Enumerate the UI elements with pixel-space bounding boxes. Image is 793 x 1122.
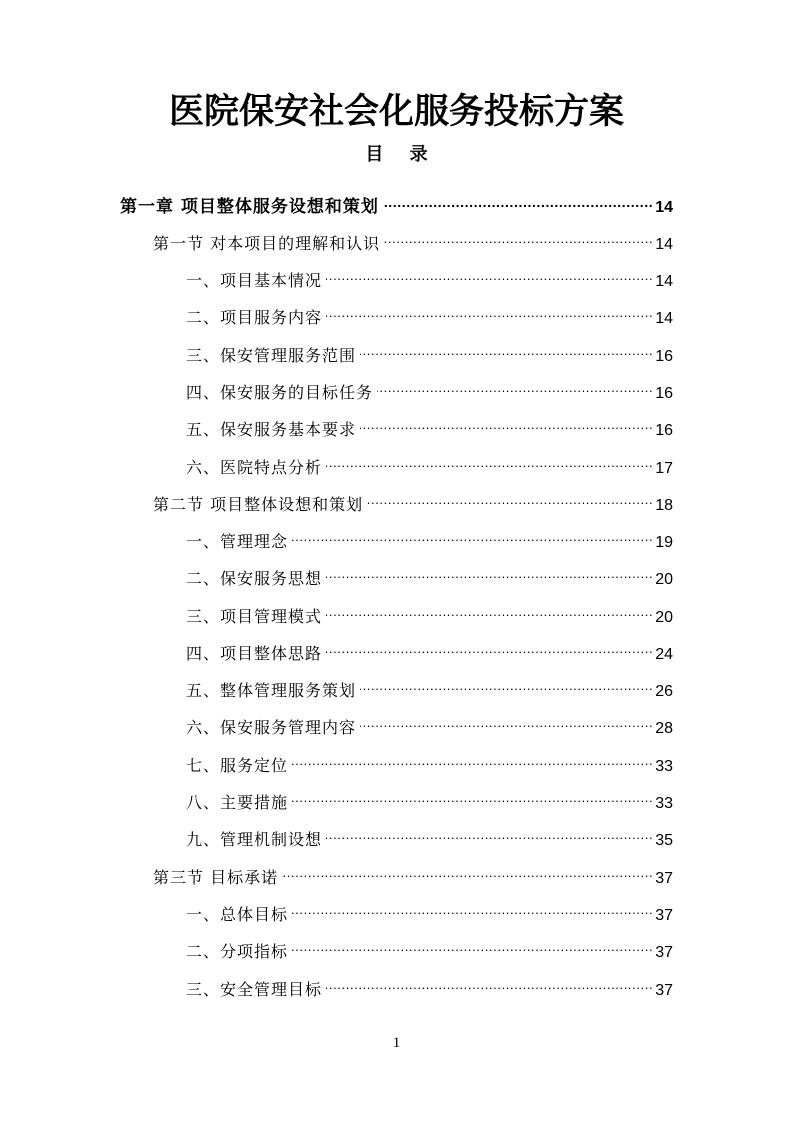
toc-entry-item[interactable] bbox=[186, 409, 673, 439]
toc-entry-section-2[interactable] bbox=[153, 484, 673, 514]
toc-leader-dots bbox=[326, 297, 653, 323]
toc-entry-page: 26 bbox=[655, 683, 673, 700]
toc-leader-dots bbox=[292, 931, 653, 957]
toc-leader-dots bbox=[326, 596, 653, 622]
toc-entry-item[interactable] bbox=[186, 707, 673, 737]
toc-leader-dots bbox=[377, 372, 653, 398]
toc-entry-page: 33 bbox=[655, 795, 673, 812]
toc-entry-page: 20 bbox=[655, 609, 673, 626]
toc-entry-page: 14 bbox=[655, 199, 673, 216]
toc-leader-dots bbox=[326, 969, 653, 995]
toc-entry-item[interactable] bbox=[186, 558, 673, 588]
toc-leader-dots bbox=[292, 782, 653, 808]
toc-entry-label: 三、保安管理服务范围 bbox=[186, 346, 357, 365]
toc-entry-label: 八、主要措施 bbox=[186, 793, 289, 812]
toc-entry-page: 18 bbox=[655, 497, 673, 514]
toc-entry-item[interactable] bbox=[186, 819, 673, 849]
toc-entry-label: 五、保安服务基本要求 bbox=[186, 420, 357, 439]
toc-entry-item[interactable] bbox=[186, 297, 673, 327]
toc-entry-item[interactable] bbox=[186, 782, 673, 812]
toc-entry-page: 37 bbox=[655, 944, 673, 961]
toc-entry-page: 28 bbox=[655, 720, 673, 737]
toc-entry-item[interactable] bbox=[186, 633, 673, 663]
toc-leader-dots bbox=[326, 447, 653, 473]
toc-entry-page: 17 bbox=[655, 460, 673, 477]
toc-entry-page: 24 bbox=[655, 646, 673, 663]
toc-entry-label: 一、总体目标 bbox=[186, 905, 289, 924]
toc-entry-label: 第三节 目标承诺 bbox=[153, 868, 279, 887]
toc-entry-label: 四、保安服务的目标任务 bbox=[186, 383, 374, 402]
toc-leader-dots bbox=[282, 857, 653, 883]
toc-leader-dots bbox=[383, 186, 653, 212]
toc-entry-label: 三、项目管理模式 bbox=[186, 607, 323, 626]
toc-entry-page: 37 bbox=[655, 907, 673, 924]
toc-leader-dots bbox=[360, 409, 653, 435]
toc-entry-section-3[interactable] bbox=[153, 857, 673, 887]
toc-entry-label: 四、项目整体思路 bbox=[186, 644, 323, 663]
toc-entry-item[interactable] bbox=[186, 670, 673, 700]
toc-entry-label: 六、保安服务管理内容 bbox=[186, 718, 357, 737]
toc-leader-dots bbox=[360, 707, 653, 733]
toc-entry-page: 20 bbox=[655, 571, 673, 588]
toc-entry-page: 16 bbox=[655, 348, 673, 365]
toc-leader-dots bbox=[292, 521, 653, 547]
toc-entry-page: 14 bbox=[655, 273, 673, 290]
toc-entry-chapter-1[interactable] bbox=[120, 186, 673, 217]
toc-heading: 目 录 bbox=[365, 144, 438, 165]
toc-entry-item[interactable] bbox=[186, 596, 673, 626]
toc-entry-label: 第二节 项目整体设想和策划 bbox=[153, 495, 364, 514]
toc-entry-section-1[interactable] bbox=[153, 223, 673, 253]
toc-entry-page: 16 bbox=[655, 385, 673, 402]
toc-leader-dots bbox=[326, 819, 653, 845]
toc-entry-page: 37 bbox=[655, 870, 673, 887]
toc-entry-label: 三、安全管理目标 bbox=[186, 980, 323, 999]
toc-leader-dots bbox=[360, 335, 653, 361]
document-title: 医院保安社会化服务投标方案 bbox=[168, 92, 624, 132]
toc-entry-label: 七、服务定位 bbox=[186, 756, 289, 775]
toc-entry-item[interactable] bbox=[186, 521, 673, 551]
toc-leader-dots bbox=[326, 558, 653, 584]
toc-entry-item[interactable] bbox=[186, 447, 673, 477]
toc-leader-dots bbox=[292, 894, 653, 920]
toc-entry-item[interactable] bbox=[186, 372, 673, 402]
toc-entry-page: 16 bbox=[655, 422, 673, 439]
toc-entry-page: 14 bbox=[655, 310, 673, 327]
toc-entry-label: 二、保安服务思想 bbox=[186, 569, 323, 588]
toc-entry-item[interactable] bbox=[186, 931, 673, 961]
toc-entry-item[interactable] bbox=[186, 260, 673, 290]
toc-entry-label: 第一章 项目整体服务设想和策划 bbox=[120, 197, 379, 217]
toc-leader-dots bbox=[367, 484, 653, 510]
toc-entry-label: 一、项目基本情况 bbox=[186, 271, 323, 290]
toc-entry-label: 第一节 对本项目的理解和认识 bbox=[153, 234, 381, 253]
toc-leader-dots bbox=[384, 223, 653, 249]
toc-leader-dots bbox=[326, 633, 653, 659]
toc-entry-label: 六、医院特点分析 bbox=[186, 458, 323, 477]
toc-entry-label: 五、整体管理服务策划 bbox=[186, 681, 357, 700]
toc-entry-page: 19 bbox=[655, 534, 673, 551]
toc-entry-item[interactable] bbox=[186, 745, 673, 775]
toc-leader-dots bbox=[292, 745, 653, 771]
toc-entry-label: 二、项目服务内容 bbox=[186, 308, 323, 327]
toc-entry-item[interactable] bbox=[186, 969, 673, 999]
toc-entry-page: 35 bbox=[655, 832, 673, 849]
toc-entry-label: 一、管理理念 bbox=[186, 532, 289, 551]
toc-entry-page: 14 bbox=[655, 236, 673, 253]
toc-entry-page: 37 bbox=[655, 982, 673, 999]
toc-leader-dots bbox=[326, 260, 653, 286]
toc-entry-page: 33 bbox=[655, 758, 673, 775]
toc-entry-label: 九、管理机制设想 bbox=[186, 830, 323, 849]
toc-entry-label: 二、分项指标 bbox=[186, 942, 289, 961]
toc-entry-item[interactable] bbox=[186, 335, 673, 365]
toc-entry-item[interactable] bbox=[186, 894, 673, 924]
page-number: 1 bbox=[392, 1035, 401, 1051]
toc-leader-dots bbox=[360, 670, 653, 696]
